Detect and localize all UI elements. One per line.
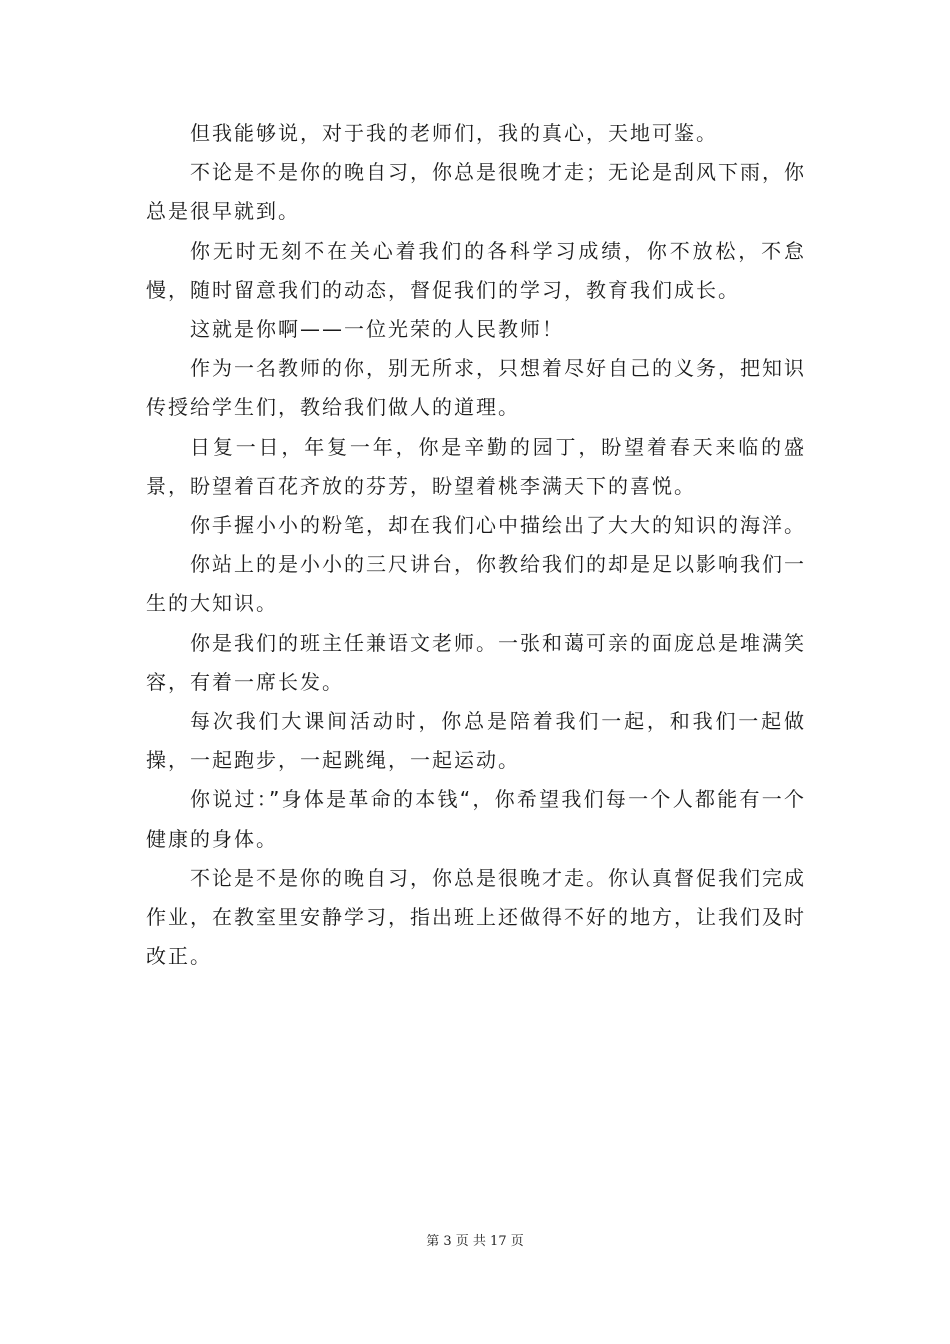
paragraph: 但我能够说，对于我的老师们，我的真心，天地可鉴。 [190, 121, 718, 145]
paragraph: 你是我们的班主任兼语文老师。一张和蔼可亲的面庞总是堆满笑容，有着一席长发。 [146, 630, 806, 694]
document-body [146, 114, 806, 976]
paragraph: 不论是不是你的晚自习，你总是很晚才走；无论是刮风下雨，你总是很早就到。 [146, 160, 806, 224]
paragraph: 你站上的是小小的三尺讲台，你教给我们的却是足以影响我们一生的大知识。 [146, 552, 806, 616]
paragraph: 每次我们大课间活动时，你总是陪着我们一起，和我们一起做操，一起跑步，一起跳绳，一起运动。 [146, 709, 806, 773]
paragraph: 日复一日，年复一年，你是辛勤的园丁，盼望着春天来临的盛景，盼望着百花齐放的芬芳，盼望着桃李满天下的喜悦。 [146, 434, 806, 498]
paragraph: 作为一名教师的你，别无所求，只想着尽好自己的义务，把知识传授给学生们，教给我们做人的道理。 [146, 356, 806, 420]
paragraph: 你手握小小的粉笔，却在我们心中描绘出了大大的知识的海洋。 [190, 513, 806, 538]
paragraph: 这就是你啊——一位光荣的人民教师！ [190, 317, 564, 342]
paragraph: 你无时无刻不在关心着我们的各科学习成绩，你不放松，不怠慢，随时留意我们的动态，督促我们的学习，教育我们成长。 [146, 238, 806, 302]
page-number-footer: 第 3 页 共 17 页 [426, 1234, 524, 1249]
paragraph: 不论是不是你的晚自习，你总是很晚才走。你认真督促我们完成作业，在教室里安静学习，指出班上还做得不好的地方，让我们及时改正。 [146, 865, 806, 969]
paragraph: 你说过：”身体是革命的本钱“，你希望我们每一个人都能有一个健康的身体。 [146, 787, 806, 851]
